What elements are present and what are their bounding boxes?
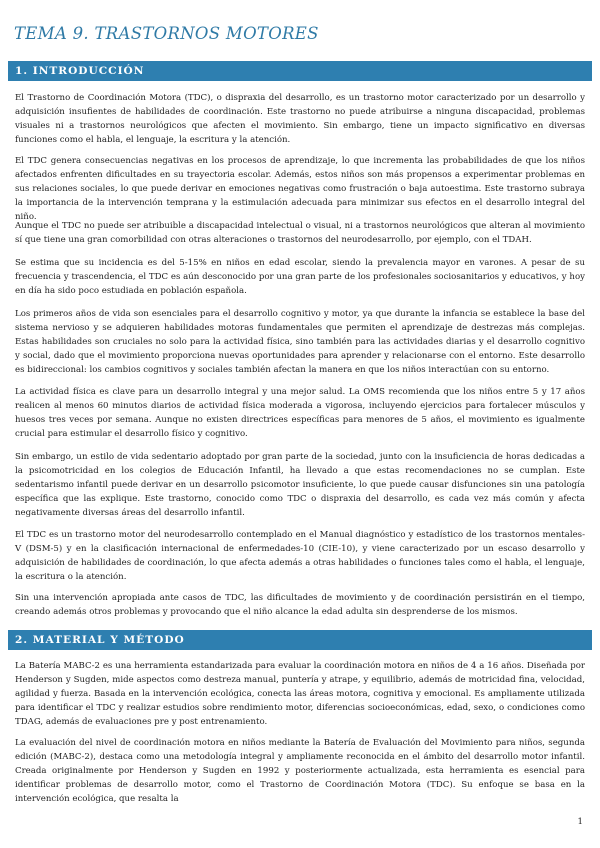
paragraph: La actividad física es clave para un desarrollo integral y una mejor salud. La OMS recomienda que los niños entre 5 y 17 años realicen al menos 60 minutos diarios de actividad física moderada a vigorosa, incluyendo ejercicios para fortalecer músculos y huesos tres veces por semana. Aunque no existen directrices específicas para menores de 5 años, el movimiento es igualmente crucial para estimular el desarrollo físico y cognitivo. <box>15 387 585 440</box>
paragraph: El TDC es un trastorno motor del neurodesarrollo contemplado en el Manual diagnóstico y estadístico de los trastornos mentales-V (DSM-5) y en la clasificación internacional de enfermedades-10 (CIE-10), y viene caracterizado por un escaso desarrollo y adquisición de habilidades de coordinación, lo que afecta además a otras habilidades o funciones tales como el habla, el lenguaje, la escritura o la atención. <box>15 530 585 583</box>
page-number: 1 <box>577 817 583 827</box>
paragraph: Sin una intervención apropiada ante casos de TDC, las dificultades de movimiento y de coordinación persistirán en el tiempo, creando además otros problemas y provocando que el niño alcance la edad adulta sin desprenderse de los mismos. <box>15 593 585 618</box>
paragraph: El TDC genera consecuencias negativas en los procesos de aprendizaje, lo que incrementa las probabilidades de que los niños afectados enfrenten dificultades en su trayectoria escolar. Además, estos niños son más propensos a experimentar problemas en sus relaciones sociales, lo que puede derivar en emociones negativas como frustración o baja autoestima. Este trastorno subraya la importancia de la intervención temprana y la estimulación adecuada para minimizar sus efectos en el desarrollo integral del niño. <box>15 156 585 223</box>
paragraph: El Trastorno de Coordinación Motora (TDC), o dispraxia del desarrollo, es un trastorno motor caracterizado por un desarrollo y adquisición insufientes de habilidades de coordinación. Este trastorno no puede atribuirse a ninguna discapacidad, problemas visuales ni a trastornos neurológicos que afecten el movimiento. Sin embargo, tiene un impacto significativo en diversas funciones como el habla, el lenguaje, la escritura y la atención. <box>15 93 585 146</box>
paragraph: La Batería MABC-2 es una herramienta estandarizada para evaluar la coordinación motora en niños de 4 a 16 años. Diseñada por Henderson y Sugden, mide aspectos como destreza manual, puntería y atrape, y equilibrio, además de motricidad fina, velocidad, agilidad y fuerza. Basada en la intervención ecológica, conecta las áreas motora, cognitiva y emocional. Es ampliamente utilizada para identificar el TDC y realizar estudios sobre rendimiento motor, diferencias socioeconómicas, edad, sexo, o condiciones como TDAG, además de evaluaciones pre y post entrenamiento. <box>15 661 585 728</box>
paragraph: La evaluación del nivel de coordinación motora en niños mediante la Batería de Evaluación del Movimiento para niños, segunda edición (MABC-2), destaca como una metodología integral y ampliamente reconocida en el ámbito del desarrollo motor infantil. Creada originalmente por Henderson y Sugden en 1992 y posteriormente actualizada, esta herramienta es esencial para identificar problemas de desarrollo motor, como el Trastorno de Coordinación Motora (TDC). Su enfoque se basa en la intervención ecológica, que resalta la <box>15 738 585 805</box>
paragraph: Aunque el TDC no puede ser atribuible a discapacidad intelectual o visual, ni a trastornos neurológicos que alteran al movimiento sí que tiene una gran comorbilidad con otras alteraciones o trastornos del neurodesarrollo, por ejemplo, con el TDAH. <box>15 221 585 246</box>
paragraph: Se estima que su incidencia es del 5-15% en niños en edad escolar, siendo la prevalencia mayor en varones. A pesar de su frecuencia y trascendencia, el TDC es aún desconocido por una gran parte de los profesionales sociosanitarios y educativos, y hoy en día ha sido poco estudiada en población española. <box>15 258 585 297</box>
page-title: TEMA 9. TRASTORNOS MOTORES <box>14 24 319 43</box>
section-heading-material-metodo: 2. MATERIAL Y MÉTODO <box>8 630 592 650</box>
section-heading-introduccion: 1. INTRODUCCIÓN <box>8 61 592 81</box>
paragraph: Los primeros años de vida son esenciales para el desarrollo cognitivo y motor, ya que durante la infancia se establece la base del sistema nervioso y se adquieren habilidades motoras fundamentales que permiten el aprendizaje de destrezas más complejas. Estas habilidades son cruciales no solo para la actividad física, sino también para las actividades diarias y el desarrollo cognitivo y social, dado que el movimiento proporciona nuevas oportunidades para aprender y relacionarse con el entorno. Este desarrollo es bidireccional: los cambios cognitivos y sociales también afectan la manera en que los niños interactúan con su entorno. <box>15 309 585 376</box>
paragraph: Sin embargo, un estilo de vida sedentario adoptado por gran parte de la sociedad, junto con la insuficiencia de horas dedicadas a la psicomotricidad en los colegios de Educación Infantil, ha llevado a que estas recomendaciones no se cumplan. Este sedentarismo infantil puede derivar en un desarrollo psicomotor insuficiente, lo que puede causar disfunciones sin una patología específica que las explique. Este trastorno, conocido como TDC o dispraxia del desarrollo, es cada vez más común y afecta negativamente diversas áreas del desarrollo infantil. <box>15 452 585 519</box>
